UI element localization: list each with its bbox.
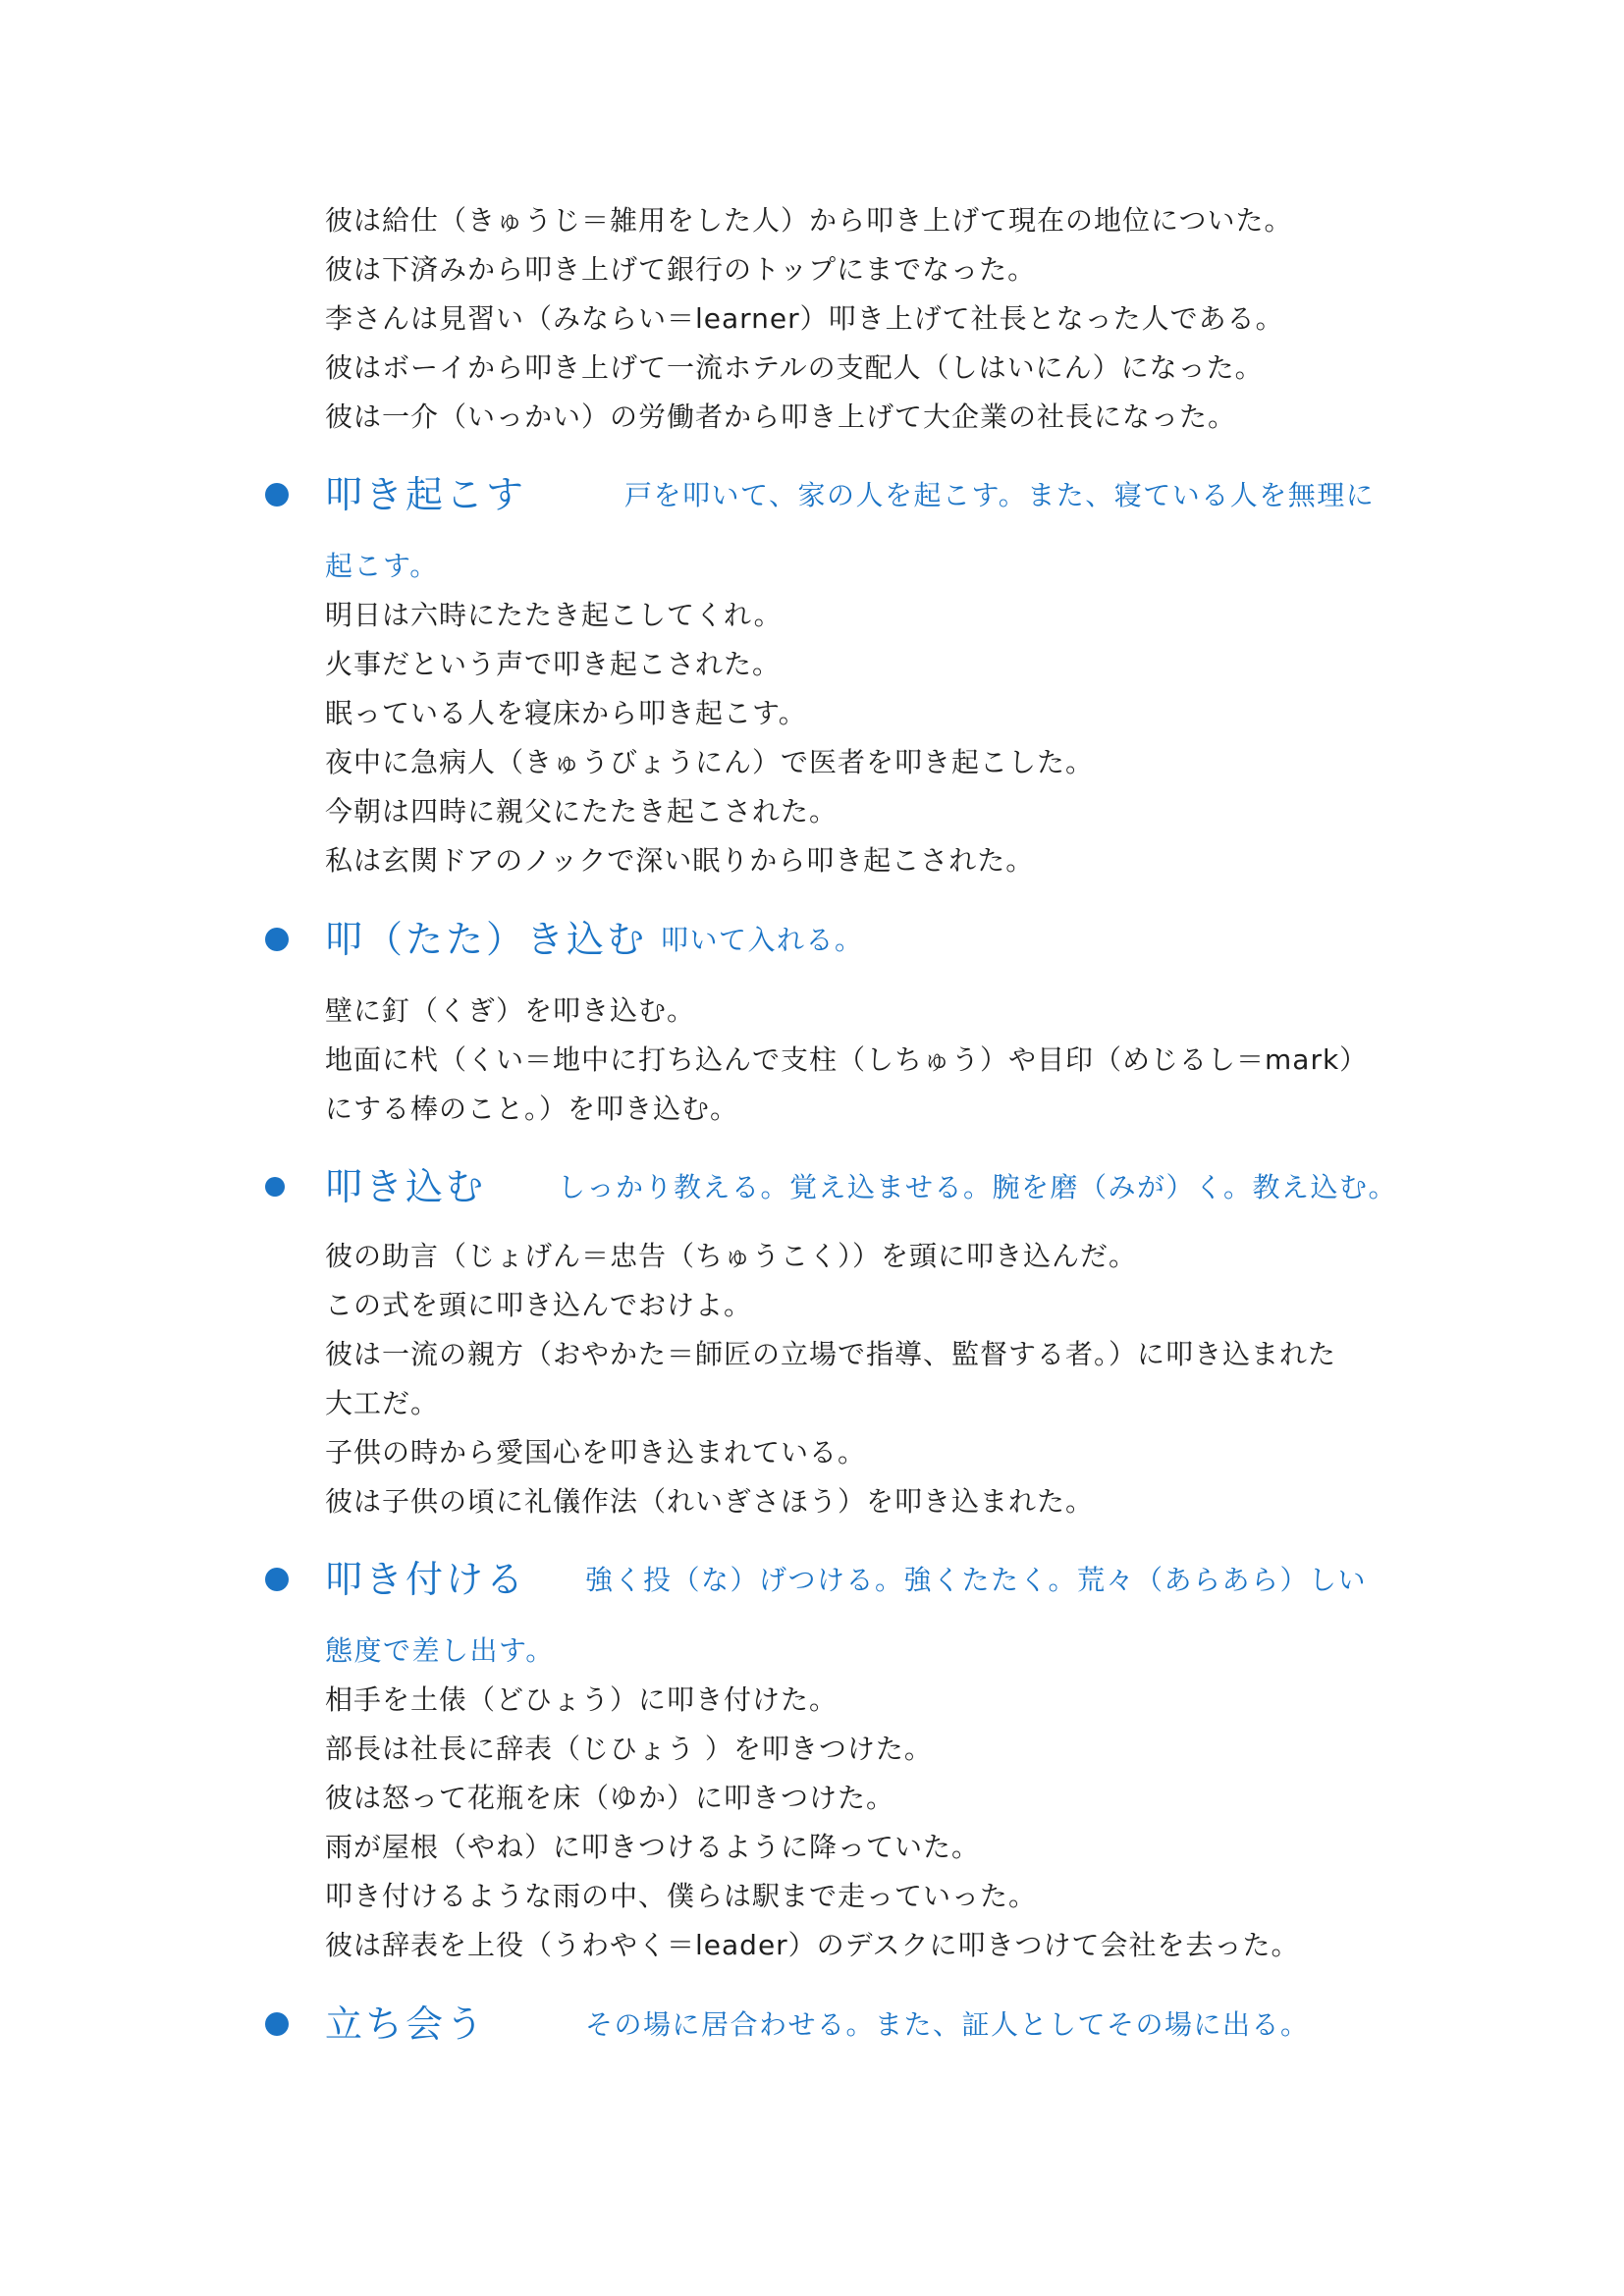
example-line: 彼はボーイから叩き上げて一流ホテルの支配人（しはいにん）になった。 xyxy=(325,351,1264,384)
entry-term: 立ち会う xyxy=(325,2002,487,2046)
example-line: 相手を土俵（どひょう）に叩き付けた。 xyxy=(325,1683,839,1716)
example-line: 私は玄関ドアのノックで深い眠りから叩き起こされた。 xyxy=(325,844,1035,877)
example-line: 眠っている人を寝床から叩き起こす。 xyxy=(325,697,807,729)
example-line: 彼は一介（いっかい）の労働者から叩き上げて大企業の社長になった。 xyxy=(325,400,1237,433)
example-line: 李さんは見習い（みならい＝learner）叩き上げて社長となった人である。 xyxy=(325,302,1284,335)
example-line: 子供の時から愛国心を叩き込まれている。 xyxy=(325,1436,867,1468)
example-line: 叩き付けるような雨の中、僕らは駅まで走っていった。 xyxy=(325,1880,1038,1912)
entry-term: 叩き込む xyxy=(325,1165,487,1208)
bullet-icon xyxy=(265,1177,285,1197)
example-line: 彼は給仕（きゅうじ＝雑用をした人）から叩き上げて現在の地位についた。 xyxy=(325,204,1293,237)
example-line: 夜中に急病人（きゅうびょうにん）で医者を叩き起こした。 xyxy=(325,746,1095,778)
example-line: 大工だ。 xyxy=(325,1387,440,1419)
entry-term: 叩（たた）き込む xyxy=(325,918,648,961)
bullet-icon xyxy=(265,2012,289,2036)
bullet-icon xyxy=(265,1568,289,1591)
entry-definition: しっかり教える。覚え込ませる。腕を磨（みが）く。教え込む。 xyxy=(558,1171,1397,1203)
example-line: 彼は怒って花瓶を床（ゆか）に叩きつけた。 xyxy=(325,1782,895,1814)
entry-term: 叩き付ける xyxy=(325,1558,527,1601)
example-line: 火事だという声で叩き起こされた。 xyxy=(325,648,782,680)
example-line: 地面に杙（くい＝地中に打ち込んで支柱（しちゅう）や目印（めじるし＝mark） xyxy=(325,1043,1369,1076)
bullet-icon xyxy=(265,928,289,951)
example-line: 彼は子供の頃に礼儀作法（れいぎさほう）を叩き込まれた。 xyxy=(325,1485,1095,1518)
entry-definition-continued: 起こす。 xyxy=(325,550,439,582)
entry-definition: その場に居合わせる。また、証人としてその場に出る。 xyxy=(585,2008,1310,2041)
example-line: 今朝は四時に親父にたたき起こされた。 xyxy=(325,795,839,828)
entry-definition: 強く投（な）げつける。強くたたく。荒々（あらあら）しい xyxy=(585,1564,1367,1596)
example-line: 明日は六時にたたき起こしてくれ。 xyxy=(325,599,783,631)
entry-definition: 戸を叩いて、家の人を起こす。また、寝ている人を無理に xyxy=(624,479,1376,511)
example-line: にする棒のこと。）を叩き込む。 xyxy=(325,1093,739,1125)
entry-term: 叩き起こす xyxy=(325,473,527,516)
example-line: 壁に釘（くぎ）を叩き込む。 xyxy=(325,994,696,1027)
bullet-icon xyxy=(265,483,289,507)
entry-definition: 叩いて入れる。 xyxy=(661,924,864,956)
example-line: 彼は辞表を上役（うわやく＝leader）のデスクに叩きつけて会社を去った。 xyxy=(325,1929,1300,1961)
example-line: 彼は下済みから叩き上げて銀行のトップにまでなった。 xyxy=(325,253,1037,286)
example-line: 雨が屋根（やね）に叩きつけるように降っていた。 xyxy=(325,1831,981,1863)
example-line: 部長は社長に辞表（じひょう ）を叩きつけた。 xyxy=(325,1733,933,1765)
entry-definition-continued: 態度で差し出す。 xyxy=(325,1634,555,1667)
example-line: この式を頭に叩き込んでおけよ。 xyxy=(325,1289,753,1321)
example-line: 彼は一流の親方（おやかた＝師匠の立場で指導、監督する者。）に叩き込まれた xyxy=(325,1338,1337,1370)
example-line: 彼の助言（じょげん＝忠告（ちゅうこく））を頭に叩き込んだ。 xyxy=(325,1240,1138,1272)
